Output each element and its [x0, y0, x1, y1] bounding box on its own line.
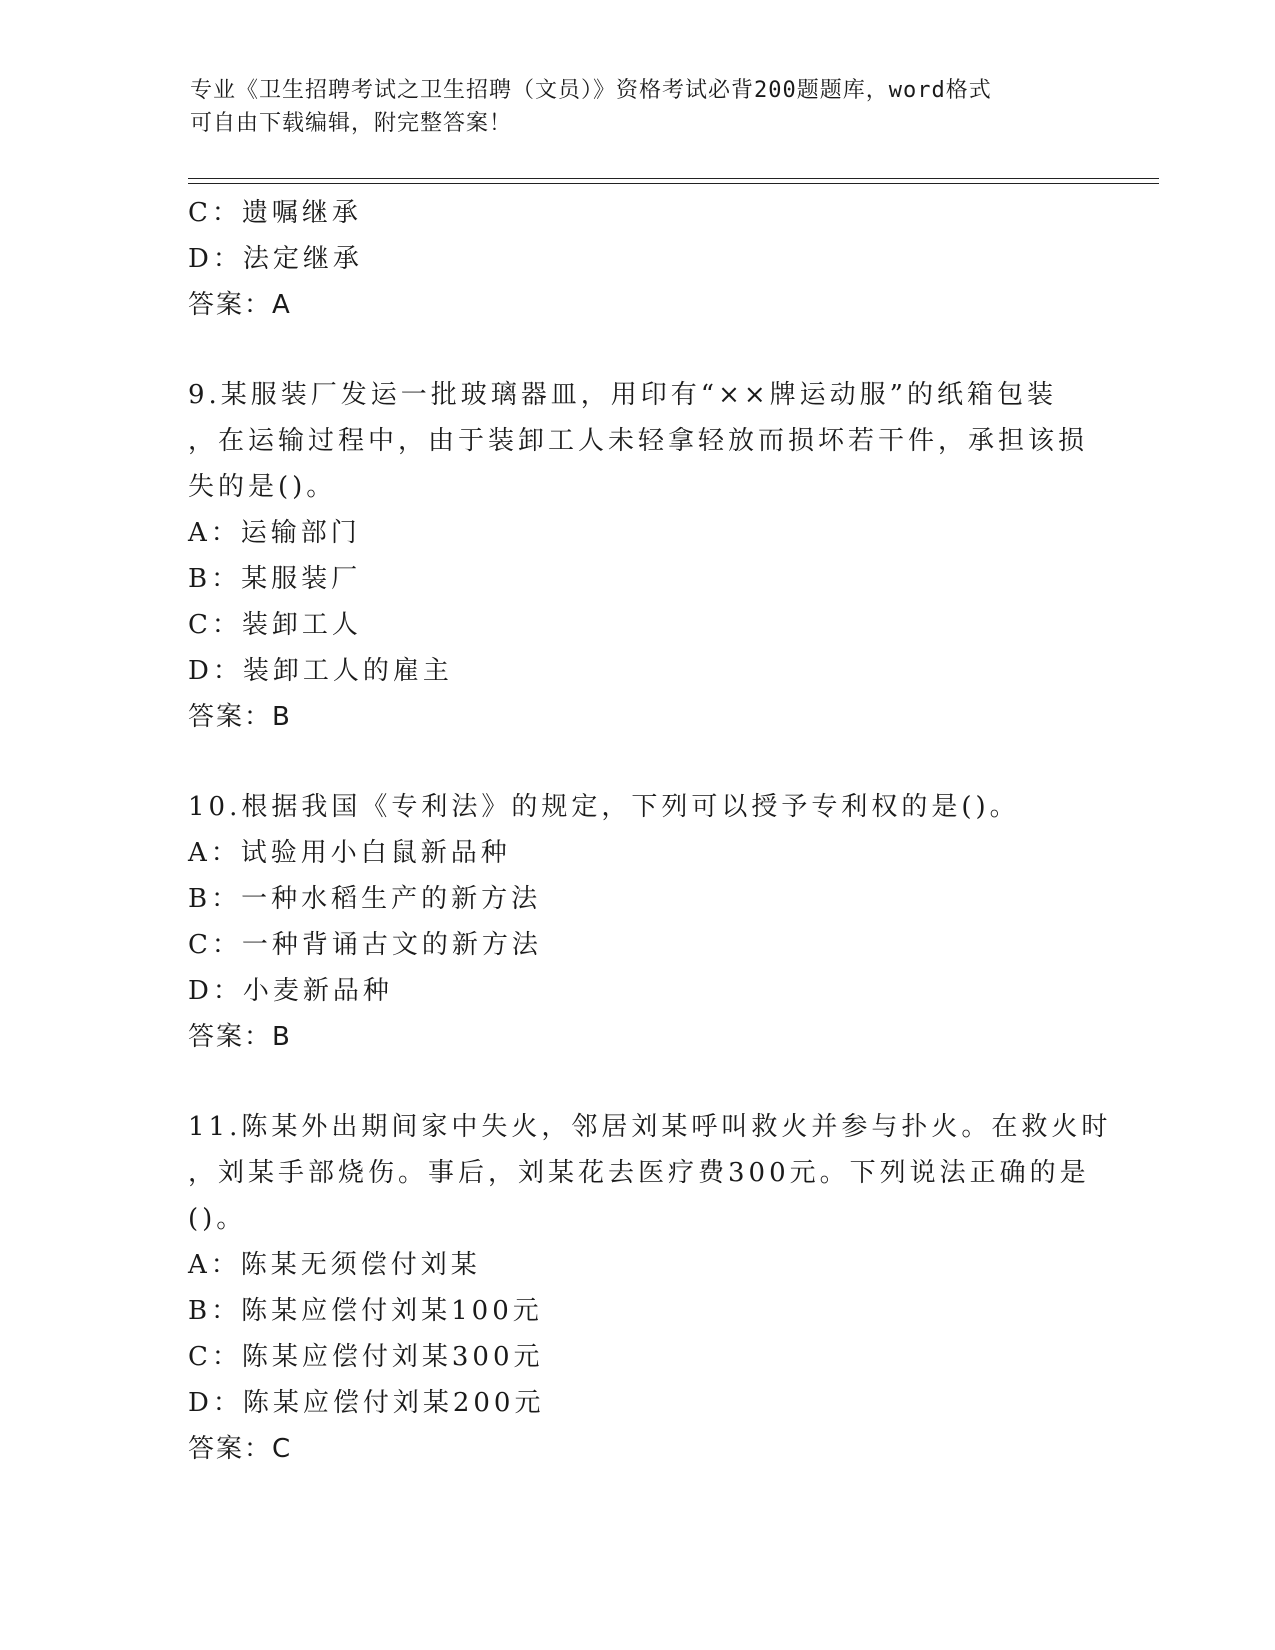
- question-list: [188, 190, 1112, 1472]
- q10-answer: 答案：B: [188, 1022, 292, 1052]
- question-9: [188, 372, 1088, 740]
- q10-option-a: A：试验用小白鼠新品种: [188, 838, 511, 868]
- q8-option-d: D：法定继承: [188, 244, 363, 274]
- q11-option-b: B：陈某应偿付刘某100元: [188, 1296, 543, 1326]
- q10-option-b: B：一种水稻生产的新方法: [188, 884, 542, 914]
- q11-answer: 答案：C: [188, 1434, 293, 1464]
- q9-stem-line-1: 9.某服装厂发运一批玻璃器皿，用印有“××牌运动服”的纸箱包装: [188, 380, 1057, 410]
- spacer: [188, 740, 1088, 784]
- q11-option-d: D：陈某应偿付刘某200元: [188, 1388, 545, 1418]
- q9-option-a: A：运输部门: [188, 518, 361, 548]
- q9-answer: 答案：B: [188, 702, 292, 732]
- q11-option-a: A：陈某无须偿付刘某: [188, 1250, 481, 1280]
- q8-answer: 答案：A: [188, 290, 292, 320]
- q10-option-c: C：一种背诵古文的新方法: [188, 930, 542, 960]
- header-line-2: 可自由下载编辑，附完整答案！: [190, 111, 513, 136]
- q10-option-d: D：小麦新品种: [188, 976, 393, 1006]
- spacer: [188, 1060, 1088, 1104]
- q11-stem-line-2: ，刘某手部烧伤。事后，刘某花去医疗费300元。下列说法正确的是: [188, 1158, 1090, 1188]
- q9-stem-line-3: 失的是()。: [188, 472, 337, 502]
- q10-stem-line-1: 10.根据我国《专利法》的规定，下列可以授予专利权的是()。: [188, 792, 1020, 822]
- q9-option-d: D：装卸工人的雇主: [188, 656, 453, 686]
- question-10: [188, 784, 1088, 1060]
- q11-stem-line-1: 11.陈某外出期间家中失火，邻居刘某呼叫救火并参与扑火。在救火时: [188, 1112, 1112, 1142]
- spacer: [188, 328, 1088, 372]
- document-header: [190, 74, 1090, 140]
- q9-option-b: B：某服装厂: [188, 564, 362, 594]
- q11-stem-line-3: ()。: [188, 1204, 247, 1234]
- q9-stem-line-2: ，在运输过程中，由于装卸工人未轻拿轻放而损坏若干件，承担该损: [188, 426, 1089, 456]
- question-11: [188, 1104, 1112, 1472]
- header-rule-bottom: [188, 183, 1159, 184]
- question-8-tail: [188, 190, 1088, 328]
- q9-option-c: C：装卸工人: [188, 610, 362, 640]
- q11-option-c: C：陈某应偿付刘某300元: [188, 1342, 544, 1372]
- header-line-1: 专业《卫生招聘考试之卫生招聘（文员）》资格考试必背200题题库，word格式: [190, 78, 992, 103]
- q8-option-c: C：遗嘱继承: [188, 198, 362, 228]
- header-rule-top: [188, 178, 1159, 179]
